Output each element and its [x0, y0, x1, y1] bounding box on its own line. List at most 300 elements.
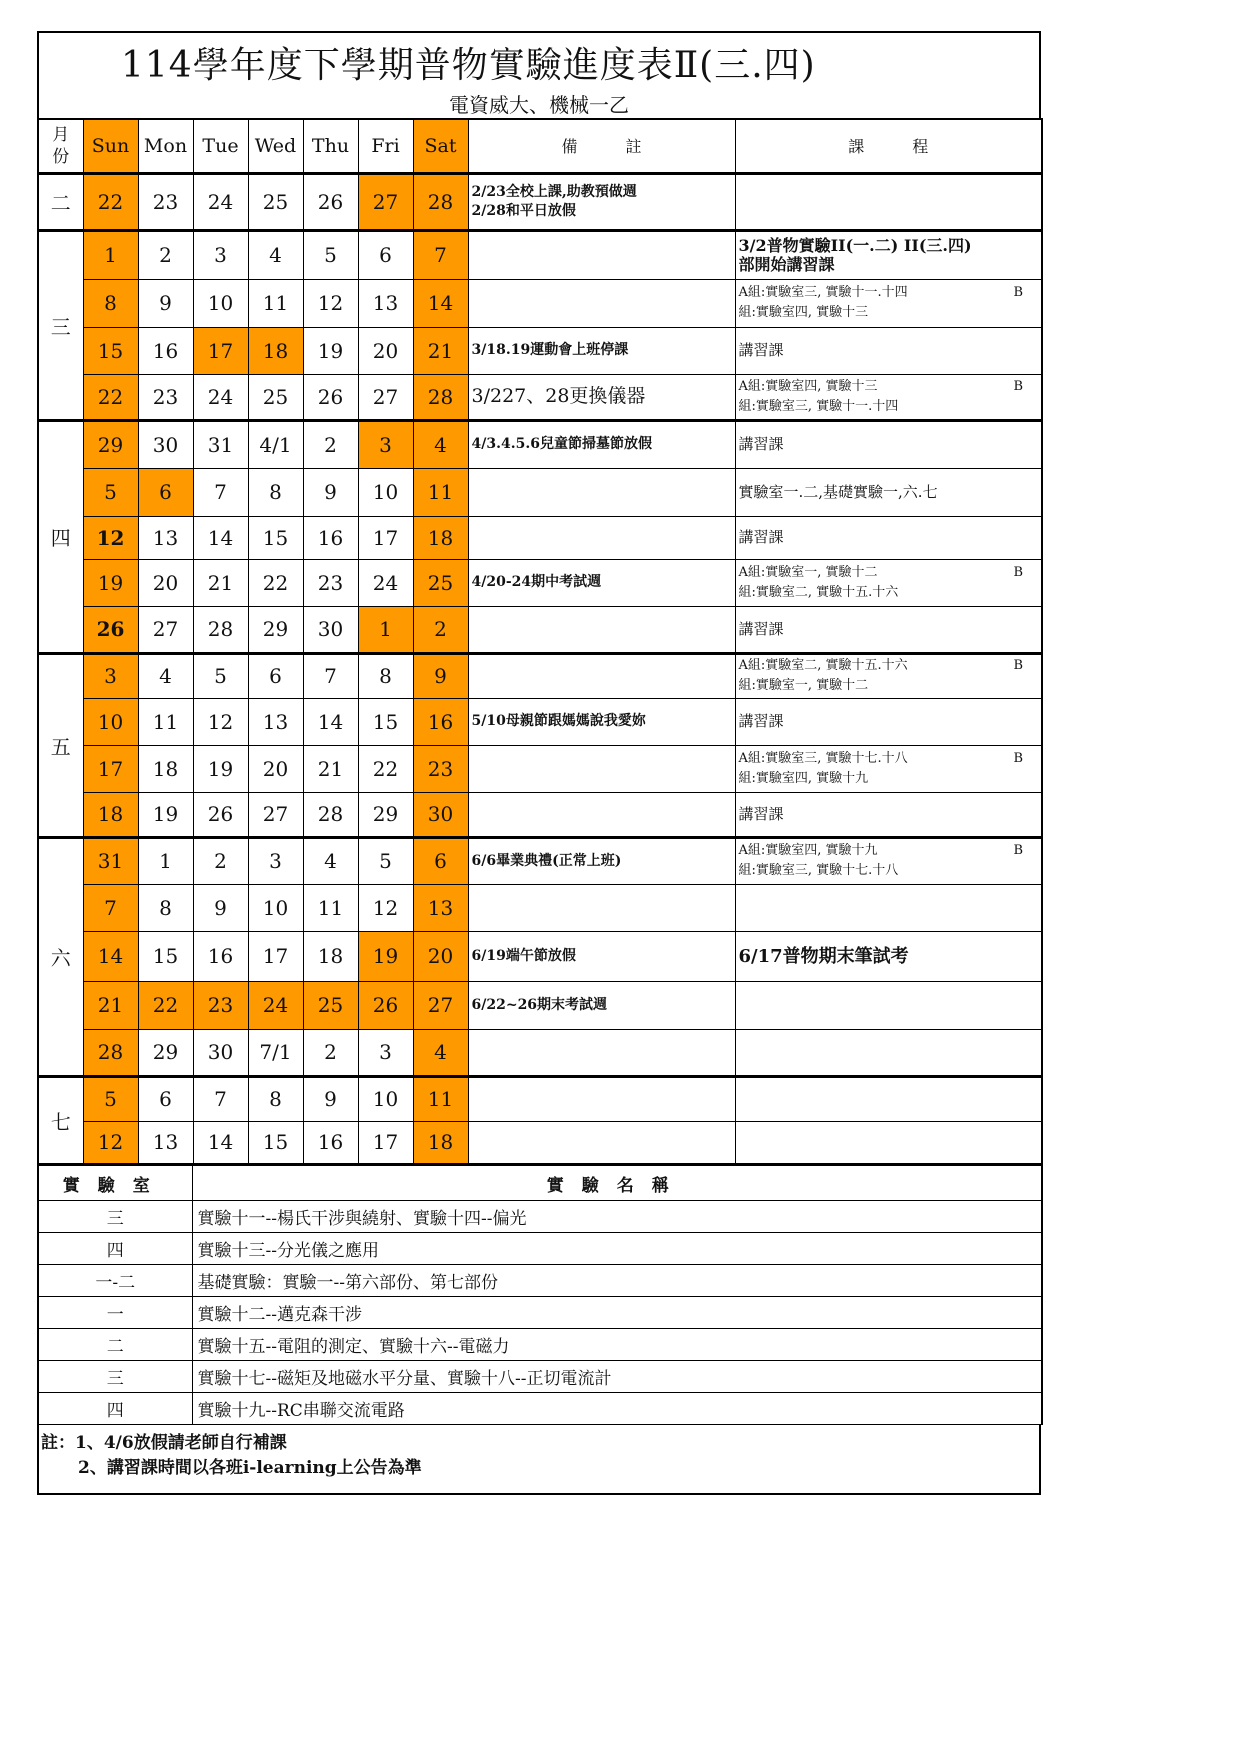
day-cell: 27 — [413, 981, 468, 1029]
day-cell: 2 — [303, 420, 358, 468]
group-assignment — [739, 841, 1042, 881]
week-row — [38, 931, 1042, 981]
note-cell — [468, 981, 735, 1029]
day-cell: 16 — [303, 1121, 358, 1164]
note-line: 3/18.19運動會上班停課 — [471, 342, 629, 358]
day-cell: 19 — [138, 792, 193, 837]
day-cell: 7 — [303, 653, 358, 698]
lab-number: 二 — [38, 1329, 192, 1361]
day-cell: 17 — [83, 745, 138, 792]
day-cell: 12 — [193, 698, 248, 745]
day-cell: 28 — [413, 374, 468, 420]
day-header-sun: Sun — [83, 119, 138, 173]
day-cell: 27 — [358, 374, 413, 420]
lab-row — [38, 1265, 1042, 1297]
note-cell — [468, 606, 735, 653]
day-cell: 9 — [138, 279, 193, 327]
lab-number: 一 — [38, 1297, 192, 1329]
day-cell: 13 — [138, 1121, 193, 1164]
day-cell: 7 — [193, 1076, 248, 1121]
day-cell: 8 — [248, 468, 303, 516]
lab-row — [38, 1201, 1042, 1233]
note-cell — [468, 1029, 735, 1076]
day-header-sat: Sat — [413, 119, 468, 173]
course-cell — [735, 468, 1042, 516]
day-cell: 14 — [193, 1121, 248, 1164]
week-row — [38, 559, 1042, 606]
note-cell — [468, 559, 735, 606]
day-cell: 16 — [303, 516, 358, 559]
course-line: 講習課 — [738, 619, 784, 638]
day-cell: 4 — [138, 653, 193, 698]
day-cell: 11 — [248, 279, 303, 327]
lab-header-row — [38, 1166, 1042, 1201]
day-cell: 25 — [303, 981, 358, 1029]
day-cell: 3 — [248, 837, 303, 884]
course-line: 講習課 — [738, 435, 784, 453]
lab-row — [38, 1393, 1042, 1425]
group-b-mark: B — [1013, 564, 1023, 580]
group-a-line: A組:實驗室四, 實驗十三 — [738, 378, 878, 394]
day-cell: 21 — [413, 327, 468, 374]
page-subtitle: 電資威大、機械一乙 — [449, 93, 629, 117]
day-cell: 5 — [358, 837, 413, 884]
experiment-name: 實驗十七--磁矩及地磁水平分量、實驗十八--正切電流計 — [192, 1361, 1042, 1393]
month-header: 月份 — [38, 119, 83, 173]
note-line: 2/28和平日放假 — [471, 202, 576, 219]
group-b-line: 組:實驗室一, 實驗十二 — [738, 678, 869, 693]
day-cell: 4/1 — [248, 420, 303, 468]
note-line: 6/19端午節放假 — [471, 947, 576, 964]
day-cell: 9 — [413, 653, 468, 698]
course-cell — [735, 279, 1042, 327]
day-cell: 8 — [248, 1076, 303, 1121]
day-cell: 17 — [248, 931, 303, 981]
week-row — [38, 516, 1042, 559]
week-row — [38, 374, 1042, 420]
week-row — [38, 468, 1042, 516]
day-cell: 15 — [138, 931, 193, 981]
day-cell: 1 — [138, 837, 193, 884]
week-row — [38, 606, 1042, 653]
day-cell: 30 — [303, 606, 358, 653]
footnote-1: 註：1、4/6放假請老師自行補課 — [41, 1433, 287, 1453]
course-cell — [735, 1121, 1042, 1164]
day-cell: 11 — [138, 698, 193, 745]
experiment-name: 實驗十二--邁克森干涉 — [192, 1297, 1042, 1329]
day-header-tue: Tue — [193, 119, 248, 173]
day-cell: 13 — [413, 884, 468, 931]
day-cell: 19 — [303, 327, 358, 374]
day-cell: 6 — [138, 468, 193, 516]
group-b-mark: B — [1013, 378, 1023, 394]
group-b-mark: B — [1013, 658, 1023, 673]
course-cell — [735, 653, 1042, 698]
group-a-line: A組:實驗室二, 實驗十五.十六 — [738, 658, 908, 673]
day-cell: 8 — [358, 653, 413, 698]
note-cell — [468, 279, 735, 327]
day-cell: 5 — [83, 468, 138, 516]
group-assignment — [739, 283, 1042, 323]
day-cell: 4 — [303, 837, 358, 884]
day-cell: 30 — [138, 420, 193, 468]
week-row — [38, 327, 1042, 374]
note-cell — [468, 374, 735, 420]
day-cell: 9 — [303, 1076, 358, 1121]
day-cell: 6 — [413, 837, 468, 884]
day-cell: 3 — [83, 653, 138, 698]
day-cell: 18 — [248, 327, 303, 374]
day-cell: 10 — [248, 884, 303, 931]
day-cell: 8 — [138, 884, 193, 931]
day-cell: 15 — [83, 327, 138, 374]
day-cell: 26 — [303, 374, 358, 420]
day-cell: 13 — [138, 516, 193, 559]
day-cell: 2 — [303, 1029, 358, 1076]
day-cell: 12 — [358, 884, 413, 931]
day-cell: 12 — [303, 279, 358, 327]
group-assignment — [739, 563, 1042, 603]
day-cell: 31 — [83, 837, 138, 884]
week-row — [38, 1029, 1042, 1076]
day-cell: 18 — [303, 931, 358, 981]
week-row — [38, 230, 1042, 279]
day-cell: 9 — [303, 468, 358, 516]
day-cell: 3 — [193, 230, 248, 279]
day-cell: 10 — [358, 468, 413, 516]
day-cell: 18 — [83, 792, 138, 837]
day-cell: 11 — [413, 468, 468, 516]
week-row — [38, 698, 1042, 745]
experiment-name: 實驗十九--RC串聯交流電路 — [192, 1393, 1042, 1425]
group-b-line: 組:實驗室二, 實驗十五.十六 — [738, 584, 899, 600]
note-cell — [468, 931, 735, 981]
group-b-mark: B — [1013, 750, 1023, 766]
course-cell — [735, 792, 1042, 837]
day-cell: 1 — [358, 606, 413, 653]
course-cell — [735, 374, 1042, 420]
day-cell: 29 — [83, 420, 138, 468]
day-cell: 19 — [193, 745, 248, 792]
experiment-name: 實驗十三--分光儀之應用 — [192, 1233, 1042, 1265]
week-row — [38, 837, 1042, 884]
day-cell: 20 — [358, 327, 413, 374]
day-cell: 23 — [413, 745, 468, 792]
day-cell: 12 — [83, 516, 138, 559]
group-a-line: A組:實驗室三, 實驗十七.十八 — [738, 750, 908, 766]
group-a-line: A組:實驗室三, 實驗十一.十四 — [738, 285, 908, 300]
course-cell — [735, 698, 1042, 745]
note-cell — [468, 698, 735, 745]
day-cell: 14 — [83, 931, 138, 981]
group-a-line: A組:實驗室一, 實驗十二 — [738, 564, 878, 580]
note-cell — [468, 173, 735, 230]
schedule-sheet — [37, 31, 1041, 1495]
day-cell: 18 — [413, 516, 468, 559]
month-label: 二 — [38, 173, 83, 230]
footnotes — [37, 1425, 1041, 1495]
day-cell: 29 — [248, 606, 303, 653]
day-cell: 24 — [358, 559, 413, 606]
day-header-thu: Thu — [303, 119, 358, 173]
month-label: 三 — [38, 230, 83, 420]
day-cell: 2 — [138, 230, 193, 279]
note-cell — [468, 653, 735, 698]
day-cell: 13 — [248, 698, 303, 745]
header-row — [38, 119, 1042, 173]
day-cell: 22 — [83, 173, 138, 230]
lab-number: 三 — [38, 1361, 192, 1393]
day-cell: 5 — [83, 1076, 138, 1121]
course-cell — [735, 1029, 1042, 1076]
course-cell — [735, 931, 1042, 981]
note-line: 6/6畢業典禮(正常上班) — [471, 852, 622, 869]
note-cell — [468, 230, 735, 279]
day-cell: 17 — [193, 327, 248, 374]
day-cell: 23 — [138, 374, 193, 420]
course-line: 講習課 — [738, 804, 784, 823]
course-cell — [735, 1076, 1042, 1121]
course-line: 6/17普物期末筆試考 — [738, 945, 909, 967]
day-cell: 6 — [138, 1076, 193, 1121]
day-header-mon: Mon — [138, 119, 193, 173]
day-cell: 24 — [248, 981, 303, 1029]
note-line: 4/20-24期中考試週 — [471, 574, 602, 590]
course-line: 3/2普物實驗II(一.二) II(三.四) — [738, 236, 972, 255]
course-header: 課 程 — [735, 119, 1042, 173]
experiment-name: 實驗十一--楊氏干涉與繞射、實驗十四--偏光 — [192, 1201, 1042, 1233]
day-header-fri: Fri — [358, 119, 413, 173]
day-cell: 14 — [413, 279, 468, 327]
title-area — [37, 31, 1041, 118]
month-label: 四 — [38, 420, 83, 653]
course-cell — [735, 230, 1042, 279]
course-cell — [735, 745, 1042, 792]
day-cell: 22 — [248, 559, 303, 606]
day-cell: 26 — [358, 981, 413, 1029]
course-line: 講習課 — [738, 528, 784, 546]
day-cell: 11 — [303, 884, 358, 931]
experiment-name-header: 實驗名稱 — [192, 1166, 1042, 1201]
course-cell — [735, 559, 1042, 606]
week-row — [38, 884, 1042, 931]
calendar-table — [37, 118, 1043, 1165]
lab-number: 四 — [38, 1393, 192, 1425]
day-cell: 6 — [358, 230, 413, 279]
day-cell: 29 — [358, 792, 413, 837]
footnote-2: 2、講習課時間以各班i-learning上公告為準 — [78, 1458, 422, 1478]
week-row — [38, 745, 1042, 792]
day-cell: 26 — [193, 792, 248, 837]
day-cell: 16 — [413, 698, 468, 745]
lab-number: 四 — [38, 1233, 192, 1265]
day-cell: 10 — [358, 1076, 413, 1121]
day-cell: 4 — [413, 1029, 468, 1076]
day-cell: 19 — [83, 559, 138, 606]
note-cell — [468, 745, 735, 792]
note-line: 4/3.4.5.6兒童節掃墓節放假 — [471, 436, 652, 452]
day-cell: 7 — [83, 884, 138, 931]
week-row — [38, 279, 1042, 327]
day-cell: 30 — [413, 792, 468, 837]
day-cell: 23 — [138, 173, 193, 230]
note-cell — [468, 516, 735, 559]
course-line: 部開始講習課 — [738, 255, 835, 274]
day-cell: 11 — [413, 1076, 468, 1121]
note-cell — [468, 420, 735, 468]
day-cell: 20 — [138, 559, 193, 606]
week-row — [38, 981, 1042, 1029]
group-assignment — [739, 749, 1042, 789]
note-cell — [468, 837, 735, 884]
group-assignment — [739, 377, 1042, 417]
lab-row — [38, 1297, 1042, 1329]
day-cell: 17 — [358, 1121, 413, 1164]
lab-number: 三 — [38, 1201, 192, 1233]
week-row — [38, 420, 1042, 468]
day-cell: 15 — [358, 698, 413, 745]
lab-number: 一-二 — [38, 1265, 192, 1297]
week-row — [38, 653, 1042, 698]
lab-row — [38, 1233, 1042, 1265]
day-cell: 2 — [413, 606, 468, 653]
day-cell: 21 — [303, 745, 358, 792]
notes-header: 備 註 — [468, 119, 735, 173]
month-label: 五 — [38, 653, 83, 837]
note-cell — [468, 792, 735, 837]
day-cell: 22 — [83, 374, 138, 420]
course-cell — [735, 173, 1042, 230]
day-cell: 25 — [248, 374, 303, 420]
day-cell: 26 — [303, 173, 358, 230]
day-cell: 23 — [303, 559, 358, 606]
day-cell: 15 — [248, 1121, 303, 1164]
day-cell: 25 — [413, 559, 468, 606]
day-cell: 19 — [358, 931, 413, 981]
group-b-line: 組:實驗室三, 實驗十一.十四 — [738, 398, 899, 414]
day-cell: 28 — [193, 606, 248, 653]
day-cell: 7/1 — [248, 1029, 303, 1076]
day-cell: 21 — [83, 981, 138, 1029]
note-cell — [468, 884, 735, 931]
day-cell: 28 — [413, 173, 468, 230]
day-cell: 7 — [413, 230, 468, 279]
course-line: 講習課 — [738, 341, 784, 359]
month-label: 六 — [38, 837, 83, 1076]
note-cell — [468, 468, 735, 516]
day-cell: 4 — [248, 230, 303, 279]
day-cell: 12 — [83, 1121, 138, 1164]
group-b-line: 組:實驗室四, 實驗十九 — [738, 770, 869, 786]
course-cell — [735, 606, 1042, 653]
day-cell: 3 — [358, 420, 413, 468]
course-cell — [735, 837, 1042, 884]
note-cell — [468, 327, 735, 374]
day-cell: 13 — [358, 279, 413, 327]
page-title: 114學年度下學期普物實驗進度表Ⅱ(三.四) — [121, 45, 816, 86]
day-cell: 1 — [83, 230, 138, 279]
group-b-line: 組:實驗室四, 實驗十三 — [738, 305, 869, 320]
group-assignment — [739, 656, 1042, 696]
day-cell: 16 — [193, 931, 248, 981]
note-cell — [468, 1076, 735, 1121]
week-row — [38, 1076, 1042, 1121]
course-cell — [735, 327, 1042, 374]
course-cell — [735, 884, 1042, 931]
group-b-line: 組:實驗室三, 實驗十七.十八 — [738, 863, 899, 878]
day-cell: 30 — [193, 1029, 248, 1076]
day-cell: 17 — [358, 516, 413, 559]
day-cell: 18 — [138, 745, 193, 792]
day-cell: 28 — [83, 1029, 138, 1076]
course-cell — [735, 516, 1042, 559]
day-cell: 27 — [358, 173, 413, 230]
group-b-mark: B — [1013, 285, 1023, 300]
day-cell: 14 — [193, 516, 248, 559]
note-cell — [468, 1121, 735, 1164]
day-cell: 29 — [138, 1029, 193, 1076]
day-header-wed: Wed — [248, 119, 303, 173]
lab-row — [38, 1329, 1042, 1361]
day-cell: 28 — [303, 792, 358, 837]
day-cell: 16 — [138, 327, 193, 374]
day-cell: 27 — [248, 792, 303, 837]
day-cell: 15 — [248, 516, 303, 559]
day-cell: 10 — [83, 698, 138, 745]
day-cell: 6 — [248, 653, 303, 698]
lab-row — [38, 1361, 1042, 1393]
day-cell: 9 — [193, 884, 248, 931]
lab-header: 實驗室 — [38, 1166, 192, 1201]
week-row — [38, 792, 1042, 837]
course-cell — [735, 420, 1042, 468]
day-cell: 24 — [193, 173, 248, 230]
day-cell: 5 — [303, 230, 358, 279]
day-cell: 20 — [413, 931, 468, 981]
day-cell: 7 — [193, 468, 248, 516]
day-cell: 4 — [413, 420, 468, 468]
note-line: 5/10母親節跟媽媽說我愛妳 — [471, 713, 646, 729]
experiment-name: 基礎實驗：實驗一--第六部份、第七部份 — [192, 1265, 1042, 1297]
day-cell: 31 — [193, 420, 248, 468]
day-cell: 5 — [193, 653, 248, 698]
group-a-line: A組:實驗室四, 實驗十九 — [738, 843, 878, 858]
day-cell: 23 — [193, 981, 248, 1029]
day-cell: 10 — [193, 279, 248, 327]
day-cell: 26 — [83, 606, 138, 653]
experiment-name: 實驗十五--電阻的測定、實驗十六--電磁力 — [192, 1329, 1042, 1361]
month-label: 七 — [38, 1076, 83, 1164]
day-cell: 25 — [248, 173, 303, 230]
course-line: 講習課 — [738, 712, 784, 730]
day-cell: 8 — [83, 279, 138, 327]
note-line: 6/22~26期末考試週 — [471, 996, 608, 1013]
day-cell: 27 — [138, 606, 193, 653]
day-cell: 21 — [193, 559, 248, 606]
group-b-mark: B — [1013, 843, 1023, 858]
day-cell: 22 — [138, 981, 193, 1029]
note-line: 3/227、28更換儀器 — [471, 385, 646, 407]
day-cell: 18 — [413, 1121, 468, 1164]
day-cell: 2 — [193, 837, 248, 884]
week-row — [38, 173, 1042, 230]
course-line: 實驗室一.二,基礎實驗一,六.七 — [738, 482, 938, 501]
day-cell: 22 — [358, 745, 413, 792]
day-cell: 3 — [358, 1029, 413, 1076]
course-cell — [735, 981, 1042, 1029]
note-line: 2/23全校上課,助教預做週 — [471, 183, 637, 200]
day-cell: 20 — [248, 745, 303, 792]
